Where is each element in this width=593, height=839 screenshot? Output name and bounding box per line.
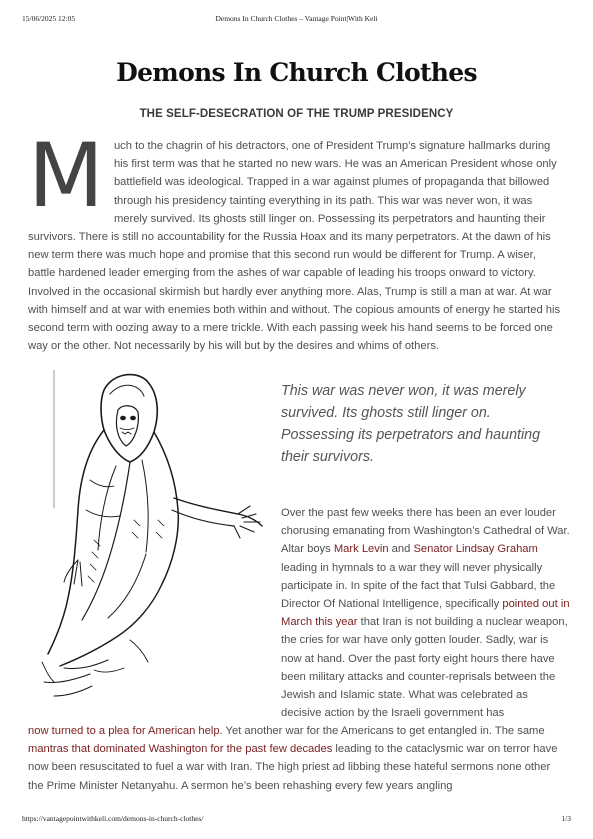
link-pointed-out-in-march[interactable]: pointed out in March this year [281,598,570,629]
link-mark-levin[interactable]: Mark Levin [333,543,389,556]
paragraph-text: that Iran is not building a nuclear weapon, the cries for war have only gotten louder. Sadly, war is now at hand. Over the past forty eight hours there have been military attacks and counter-reprisals between the Jewish and Islamic state. What was celebrated as decisive action by the Israeli government has [281,616,568,720]
paragraph-text: leading to the cataclysmic war on terror have now been resuscitated to fuel a war with Iran. The high priest ad libbing these hateful sermons none other the Prime Minister Netanyahu. A sermon he’s been rehashing every few years angling [28,743,558,792]
paragraph-text: leading in hymnals to a war they will never physically participate in. In spite of the fact that Tulsi Gabbard, the Director Of National Intelligence, specifically [281,561,556,611]
intro-text: uch to the chagrin of his detractors, one of President Trump’s signature hallmarks during his first term was that he started no new wars. He was an American President whose only battlefield was ideological. Trapped in a war against plumes of propaganda that billowed through his presidency tainting everything in its path. This war was never won, it was merely survived. Its ghosts still linger on. Possessing its perpetrators and haunting their survivors. There is still no accountability for the Russia Hoax and its many perpetrators. At the dawn of his new term there was much hope and promise that this second run would be different for Trump. A wiser, battle hardened leader emerging from the ashes of war capable of leading his troops onward to victory. Involved in the occasional skirmish but hardly ever anything more. Alas, Trump is still a man at war. At war with himself and at war with enemies both within and without. The copious amounts of energy he started his second term with oozing away to a mere trickle. With each passing week his hand seems to be forced one way or the other. Not necessarily by his will but by the desires and whims of others. [28,140,561,353]
print-datetime: 15/06/2025 12:05 [22,14,76,23]
intro-paragraph [28,124,566,355]
paragraph-text: Yet another war for the Americans to get entangled in. The same [222,725,545,737]
article-paragraph-2 [281,504,571,722]
link-mantras-dominated-washington[interactable]: mantras that dominated Washington for the past few decades [28,743,333,756]
pull-quote: This war was never won, it was merely survived. Its ghosts still linger on. Possessing its perpetrators and haunting their survivors. [281,383,541,465]
article-title: Demons In Church Clothes [116,58,477,87]
page-number: 1/3 [561,814,571,823]
link-senator-lindsay-graham[interactable]: Senator Lindsay Graham [413,543,538,556]
article-subtitle: THE SELF-DESECRATION OF THE TRUMP PRESIDENCY [139,108,454,120]
link-plea-for-american-help[interactable]: now turned to a plea for American help. [28,725,223,737]
drop-cap: M [28,124,104,227]
paragraph-text: and [388,543,414,556]
print-page-title: Demons In Church Clothes – Vantage Point|With Keli [215,14,378,23]
article-paragraph-2-continued [28,722,568,795]
print-url: https://vantagepointwithkeli.com/demons-in-church-clothes/ [22,814,204,823]
hooded-ghost-figure-illustration [34,370,274,710]
paragraph-text: Over the past few weeks there has been an ever louder chorusing emanating from Washington’s Cathedral of War. Altar boys [281,507,570,556]
